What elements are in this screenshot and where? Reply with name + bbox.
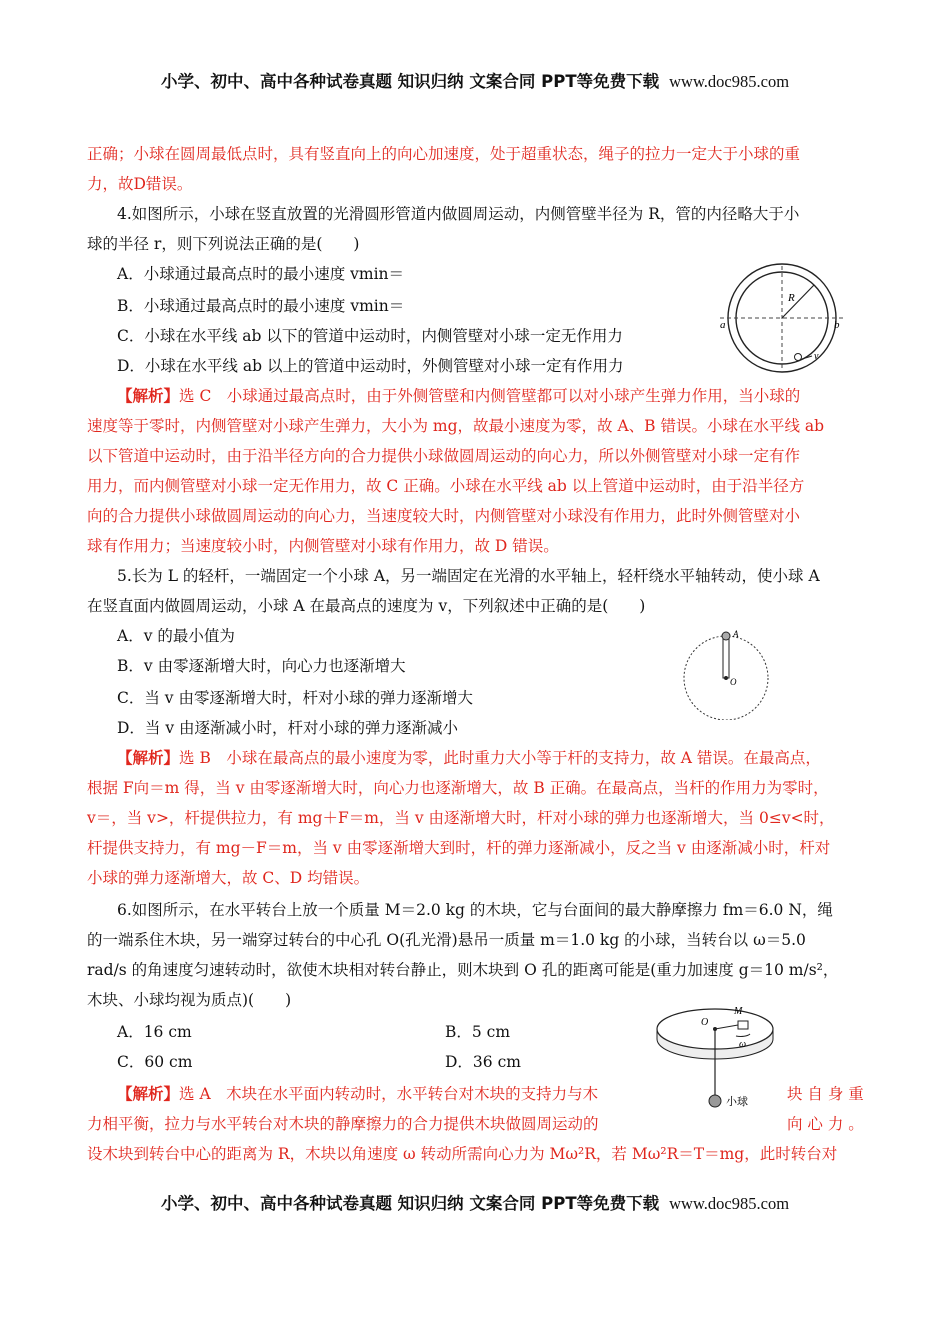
q5-solution-text-1: 选 B 小球在最高点的最小速度为零，此时重力大小等于杆的支持力，故 A 错误。在最高点，: [179, 749, 821, 767]
page-header: [0, 68, 950, 92]
q6-solution-text-1: 选 A 木块在水平面内转动时，水平转台对木块的支持力与木: [179, 1085, 599, 1103]
q5-solution-line-4: 杆提供支持力，有 mg－F＝m，当 v 由零逐渐增大到时，杆的弹力逐渐减小，反之当 v 由逐渐减小时，杆对: [87, 839, 831, 857]
q4-stem-line-1: 4.如图所示，小球在竖直放置的光滑圆形管道内做圆周运动，内侧管壁半径为 R，管的内径略大于小: [117, 205, 800, 223]
q5-stem-line-2: 在竖直面内做圆周运动，小球 A 在最高点的速度为 v，下列叙述中正确的是( ): [87, 597, 646, 615]
page-footer: [0, 1190, 950, 1214]
q4-stem-line-2: 球的半径 r，则下列说法正确的是( ): [87, 235, 360, 253]
q5-solution-tag: 【解析】: [117, 748, 180, 767]
q4-option-d: D．小球在水平线 ab 以上的管道中运动时，外侧管壁对小球一定有作用力: [117, 357, 624, 375]
q5-solution-line-3: v＝，当 v>，杆提供拉力，有 mg＋F＝m，当 v 由逐渐增大时，杆对小球的弹力也逐渐增大，当 0≤v<时，: [87, 809, 835, 827]
q6-stem-line-3: rad/s 的角速度匀速转动时，欲使木块相对转台静止，则木块到 O 孔的距离可能是(重力加速度 g＝10 m/s²，: [87, 961, 839, 979]
footer-text: 小学、初中、高中各种试卷真题 知识归纳 文案合同 PPT等免费下载: [160, 1194, 660, 1213]
q5-option-c: C．当 v 由零逐渐增大时，杆对小球的弹力逐渐增大: [117, 689, 473, 707]
q6-solution-line-2-right: 向 心 力 。: [787, 1115, 864, 1133]
q4-option-b: B．小球通过最高点时的最小速度 vmin＝: [117, 297, 405, 315]
q6-solution-line-1: [117, 1084, 598, 1104]
q4-option-c: C．小球在水平线 ab 以下的管道中运动时，内侧管壁对小球一定无作用力: [117, 327, 623, 345]
q5-stem-line-1: 5.长为 L 的轻杆，一端固定一个小球 A，另一端固定在光滑的水平轴上，轻杆绕水平轴转动，使小球 A: [117, 567, 820, 585]
q4-solution-line-1: [117, 386, 800, 406]
label-O: O: [701, 1017, 709, 1028]
header-url[interactable]: www.doc985.com: [669, 72, 790, 91]
q6-option-a: A．16 cm: [117, 1023, 192, 1041]
footer-url[interactable]: www.doc985.com: [669, 1194, 790, 1213]
q4-option-a: A．小球通过最高点时的最小速度 vmin＝: [117, 265, 405, 283]
label-A: A: [733, 629, 739, 639]
q6-solution-tag: 【解析】: [117, 1084, 180, 1103]
q5-option-d: D．当 v 由逐渐减小时，杆对小球的弹力逐渐减小: [117, 719, 459, 737]
q4-circular-tube-figure: [718, 258, 848, 378]
label-v: v: [814, 351, 819, 362]
q4-solution-line-4: 用力，而内侧管壁对小球一定无作用力，故 C 正确。小球在水平线 ab 以上管道中运动时，由于沿半径方: [87, 477, 805, 495]
label-a: a: [720, 319, 726, 331]
q4-solution-text-1: 选 C 小球通过最高点时，由于外侧管壁和内侧管壁都可以对小球产生弹力作用，当小球的: [179, 387, 801, 405]
q6-solution-line-2: 力相平衡，拉力与水平转台对木块的静摩擦力的合力提供木块做圆周运动的: [87, 1115, 599, 1133]
q5-rod-figure: [680, 628, 776, 720]
label-O: O: [730, 677, 737, 687]
q6-stem-line-4: 木块、小球均视为质点)( ): [87, 991, 292, 1009]
q6-solution-line-3: 设木块到转台中心的距离为 R，木块以角速度 ω 转动所需向心力为 Mω²R，若 Mω²R＝T＝mg，此时转台对: [87, 1145, 838, 1163]
q6-stem-line-1: 6.如图所示，在水平转台上放一个质量 M＝2.0 kg 的木块，它与台面间的最大静摩擦力 fm＝6.0 N，绳: [117, 901, 833, 919]
q5-option-a: A．v 的最小值为: [117, 627, 235, 645]
q6-option-c: C．60 cm: [117, 1053, 193, 1071]
q6-turntable-figure: [654, 996, 780, 1112]
q4-solution-tag: 【解析】: [117, 386, 180, 405]
q4-solution-line-2: 速度等于零时，内侧管壁对小球产生弹力，大小为 mg，故最小速度为零，故 A、B 错误。小球在水平线 ab: [87, 417, 825, 435]
label-omega: ω: [739, 1039, 747, 1050]
q6-option-b: B．5 cm: [445, 1023, 511, 1041]
block-M: [738, 1021, 748, 1029]
ball: [709, 1095, 721, 1107]
radius-line: [782, 285, 814, 318]
q6-solution-line-1-right: 块 自 身 重: [787, 1085, 864, 1103]
ball-A: [722, 632, 730, 640]
q4-solution-line-3: 以下管道中运动时，由于沿半径方向的合力提供小球做圆周运动的向心力，所以外侧管壁对小球一定有作: [87, 447, 801, 465]
prev-solution-line-2: 力，故D错误。: [87, 175, 193, 193]
q4-solution-line-5: 向的合力提供小球做圆周运动的向心力，当速度较大时，内侧管壁对小球没有作用力，此时外侧管壁对小: [87, 507, 801, 525]
label-R: R: [788, 292, 795, 304]
q5-solution-line-2: 根据 F向＝m 得，当 v 由零逐渐增大时，向心力也逐渐增大，故 B 正确。在最高点，当杆的作用力为零时，: [87, 779, 829, 797]
label-b: b: [834, 319, 840, 331]
q5-solution-line-5: 小球的弹力逐渐增大，故 C、D 均错误。: [87, 869, 370, 887]
label-ball: 小球: [726, 1095, 748, 1108]
rod: [723, 639, 729, 678]
q6-option-d: D．36 cm: [445, 1053, 521, 1071]
q4-solution-line-6: 球有作用力；当速度较小时，内侧管壁对小球有作用力，故 D 错误。: [87, 537, 559, 555]
q6-stem-line-2: 的一端系住木块，另一端穿过转台的中心孔 O(孔光滑)悬吊一质量 m＝1.0 kg 的小球，当转台以 ω＝5.0: [87, 931, 806, 949]
q5-solution-line-1: [117, 748, 821, 768]
ball: [795, 354, 802, 361]
header-text: 小学、初中、高中各种试卷真题 知识归纳 文案合同 PPT等免费下载: [160, 72, 660, 91]
pivot-O: [724, 676, 728, 680]
q5-option-b: B．v 由零逐渐增大时，向心力也逐渐增大: [117, 657, 406, 675]
prev-solution-line-1: 正确；小球在圆周最低点时，具有竖直向上的向心加速度，处于超重状态，绳子的拉力一定大于小球的重: [87, 145, 801, 163]
label-M: M: [734, 1006, 743, 1017]
